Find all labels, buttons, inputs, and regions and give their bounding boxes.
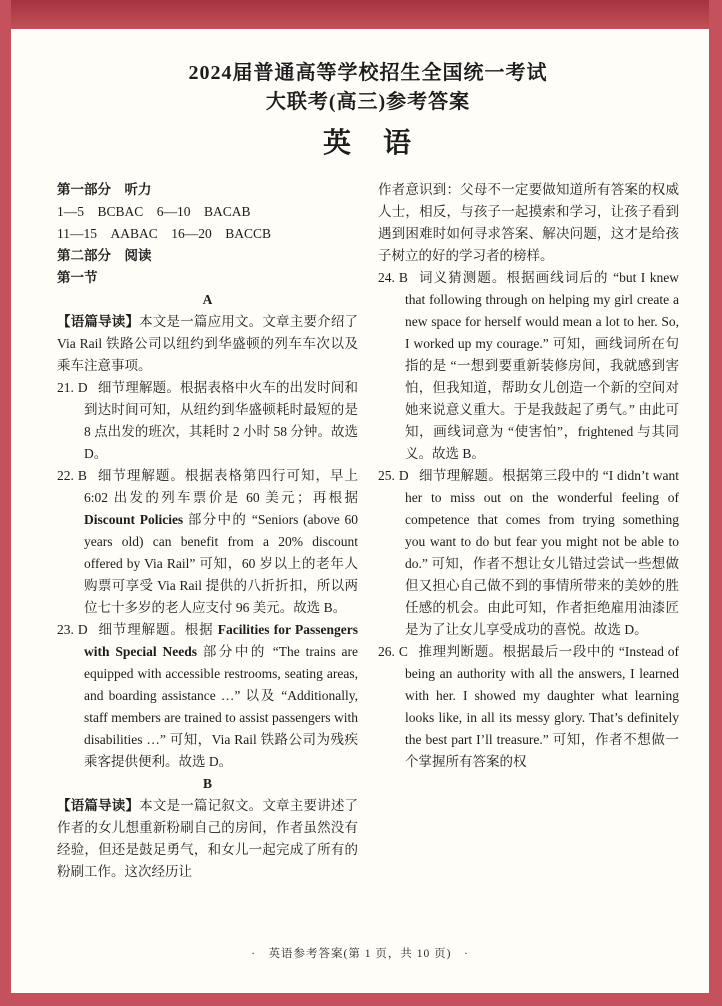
- intro-a-text: 本文是一篇应用文。文章主要介绍了 Via Rail 铁路公司以纽约到华盛顿的列车车次以及乘车注意事项。: [57, 314, 359, 373]
- part1-heading: 第一部分 听力: [57, 182, 152, 197]
- item-22-text-after: 部分中的 “Seniors (above 60 years old) can benefit from a 20% discount offered by Via Rail” 可知，60 岁以上的老年人购票可享受 Via Rail 提供的八折折扣，所以两位七十多岁的老人应支付 96 美元。故选 B。: [84, 512, 358, 615]
- item-26-number: 26.: [378, 644, 395, 659]
- section1-heading: 第一节: [57, 270, 98, 285]
- item-24-answer: B: [398, 270, 408, 285]
- answer-item-24: [378, 267, 679, 465]
- page-border-bottom: [0, 993, 722, 1006]
- item-21-number: 21.: [57, 380, 74, 395]
- intro-b-label: 【语篇导读】: [57, 798, 140, 813]
- item-23-answer: D: [77, 622, 88, 637]
- page-border-left: [0, 0, 11, 1006]
- item-25-number: 25.: [378, 468, 395, 483]
- item-25-answer: D: [398, 468, 409, 483]
- page-border-right: [709, 0, 722, 1006]
- listening-answers-line1: 1—5 BCBAC 6—10 BACAB: [57, 204, 251, 219]
- page-content: [11, 29, 709, 993]
- answer-item-23: [57, 619, 358, 773]
- item-23-bold-phrase: Facilities for Passengers with Special Needs: [84, 622, 359, 659]
- item-23-text-after: 部分中的 “The trains are equipped with accessible restrooms, seating areas, and boarding assistance …” 以及 “Additionally, staff members are trained to assist passengers with disabilities …” 可知，Via Rail 铁路公司为残疾乘客提供便利。故选 D。: [84, 644, 359, 769]
- two-column-body: [57, 179, 679, 883]
- passage-a-label: A: [202, 292, 213, 307]
- listening-answers-line2: 11—15 AABAC 16—20 BACCB: [57, 226, 272, 241]
- answer-item-25: [378, 465, 679, 641]
- item-22-text-before: 细节理解题。根据表格第四行可知，早上 6:02 出发的列车票价是 60 美元；再根据: [84, 468, 358, 505]
- item-21-text: 细节理解题。根据表格中火车的出发时间和到达时间可知，从纽约到华盛顿耗时最短的是 8 点出发的班次，其耗时 2 小时 58 分钟。故选 D。: [84, 380, 358, 461]
- page-footer: · 英语参考答案(第 1 页，共 10 页) ·: [251, 947, 469, 960]
- passage-a-intro: [57, 311, 358, 377]
- answer-item-21: [57, 377, 358, 465]
- item-21-answer: D: [77, 380, 88, 395]
- part2-heading: 第二部分 阅读: [57, 248, 152, 263]
- item-22-number: 22.: [57, 468, 74, 483]
- item-22-answer: B: [77, 468, 87, 483]
- exam-title-line2: 大联考(高三)参考答案: [265, 91, 471, 113]
- answer-item-26: [378, 641, 679, 773]
- passage-b-intro-continuation: 作者意识到：父母不一定要做知道所有答案的权威人士，相反，与孩子一起摸索和学习，让孩子看到遇到困难时如何寻求答案、解决问题，这才是给孩子树立的好的学习者的榜样。: [378, 182, 679, 263]
- title-block: [57, 59, 679, 167]
- item-24-number: 24.: [378, 270, 395, 285]
- answer-item-22: [57, 465, 358, 619]
- page-border-top: [0, 0, 722, 29]
- item-24-text: 词义猜测题。根据画线词后的 “but I knew that following through on helping my girl create a new space for herself would mean a lot to her. So, I worked up my courage.” 可知，画线词所在句指的是 “一想到要重新装修房间，我就感到害怕，但我知道，帮助女儿创造一个新的空间对她来说意义重大。于是我鼓起了勇气。” 由此可知，画线词意为 “使害怕”，frightened 与其同义。故选 B。: [405, 270, 679, 461]
- item-26-answer: C: [398, 644, 408, 659]
- item-25-text: 细节理解题。根据第三段中的 “I didn’t want her to miss out on the wonderful feeling of competence that comes from trying something you want to do but fear you might not be able to do.” 可知，作者不想让女儿错过尝试一些想做但又担心自己做不到的事情所带来的美妙的胜任感的机会。由此可知，作者拒绝雇用油漆匠是为了让女儿享受成功的喜悦。故选 D。: [405, 468, 679, 637]
- left-column: [57, 179, 358, 883]
- item-26-text: 推理判断题。根据最后一段中的 “Instead of being an authority with all the answers, I learned with her. I showed my daughter what learning looks like, in all its messy glory. That’s definitely the best part I’ll treasure.” 可知，作者不想做一个掌握所有答案的权: [405, 644, 679, 769]
- item-23-text-before: 细节理解题。根据: [97, 622, 218, 637]
- exam-title-line1: 2024届普通高等学校招生全国统一考试: [188, 62, 548, 84]
- passage-b-label: B: [202, 776, 212, 791]
- passage-b-intro: [57, 795, 358, 883]
- item-22-bold-phrase: Discount Policies: [84, 512, 184, 527]
- right-column: [378, 179, 679, 883]
- subject-title: 英 语: [322, 128, 413, 159]
- intro-b-text: 本文是一篇记叙文。文章主要讲述了作者的女儿想重新粉刷自己的房间，作者虽然没有经验，但还是鼓足勇气，和女儿一起完成了所有的粉刷工作。这次经历让: [57, 798, 359, 879]
- intro-a-label: 【语篇导读】: [57, 314, 140, 329]
- item-23-number: 23.: [57, 622, 74, 637]
